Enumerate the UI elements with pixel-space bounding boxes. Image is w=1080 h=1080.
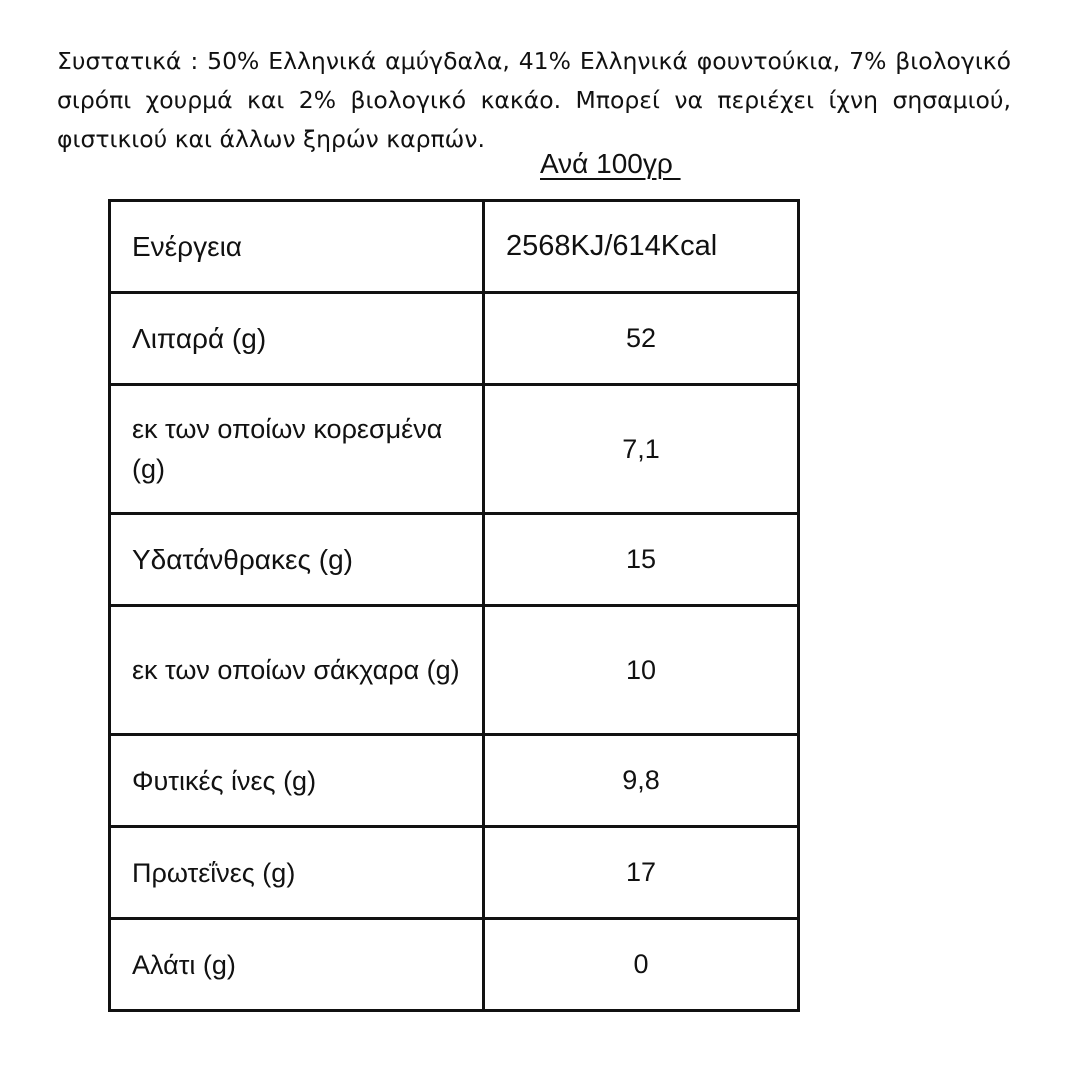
nutrient-value: 2568KJ/614Kcal: [484, 201, 799, 293]
nutrient-name: Αλάτι (g): [110, 919, 484, 1011]
ingredients-text: Συστατικά : 50% Ελληνικά αμύγδαλα, 41% Ελληνικά φουντούκια, 7% βιολογικό σιρόπι χουρμά και 2% βιολογικό κακάο. Μπορεί να περιέχει ίχνη σησαμιού, φιστικιού και άλλων ξηρών καρπών.: [57, 47, 1011, 153]
nutrient-name: Υδατάνθρακες (g): [110, 514, 484, 606]
per-100g-label: Ανά 100γρ: [540, 148, 681, 179]
nutrition-row-fat: [110, 293, 799, 385]
nutrition-row-carbohydrates: [110, 514, 799, 606]
nutrition-row-energy: [110, 201, 799, 293]
nutrient-name: εκ των οποίων κορεσμένα (g): [110, 385, 484, 514]
nutrient-name: Ενέργεια: [110, 201, 484, 293]
nutrient-name: Λιπαρά (g): [110, 293, 484, 385]
nutrient-name: εκ των οποίων σάκχαρα (g): [110, 606, 484, 735]
nutrition-table: [108, 199, 800, 1012]
nutrition-row-salt: [110, 919, 799, 1011]
nutrient-value: 15: [484, 514, 799, 606]
nutrition-row-protein: [110, 827, 799, 919]
nutrient-value: 10: [484, 606, 799, 735]
nutrient-name: Πρωτεΐνες (g): [110, 827, 484, 919]
nutrition-row-sugars: [110, 606, 799, 735]
nutrient-value: 52: [484, 293, 799, 385]
nutrient-value: 0: [484, 919, 799, 1011]
nutrition-row-saturated: [110, 385, 799, 514]
nutrition-row-fibre: [110, 735, 799, 827]
nutrient-name: Φυτικές ίνες (g): [110, 735, 484, 827]
nutrient-value: 9,8: [484, 735, 799, 827]
nutrient-value: 17: [484, 827, 799, 919]
nutrient-value: 7,1: [484, 385, 799, 514]
